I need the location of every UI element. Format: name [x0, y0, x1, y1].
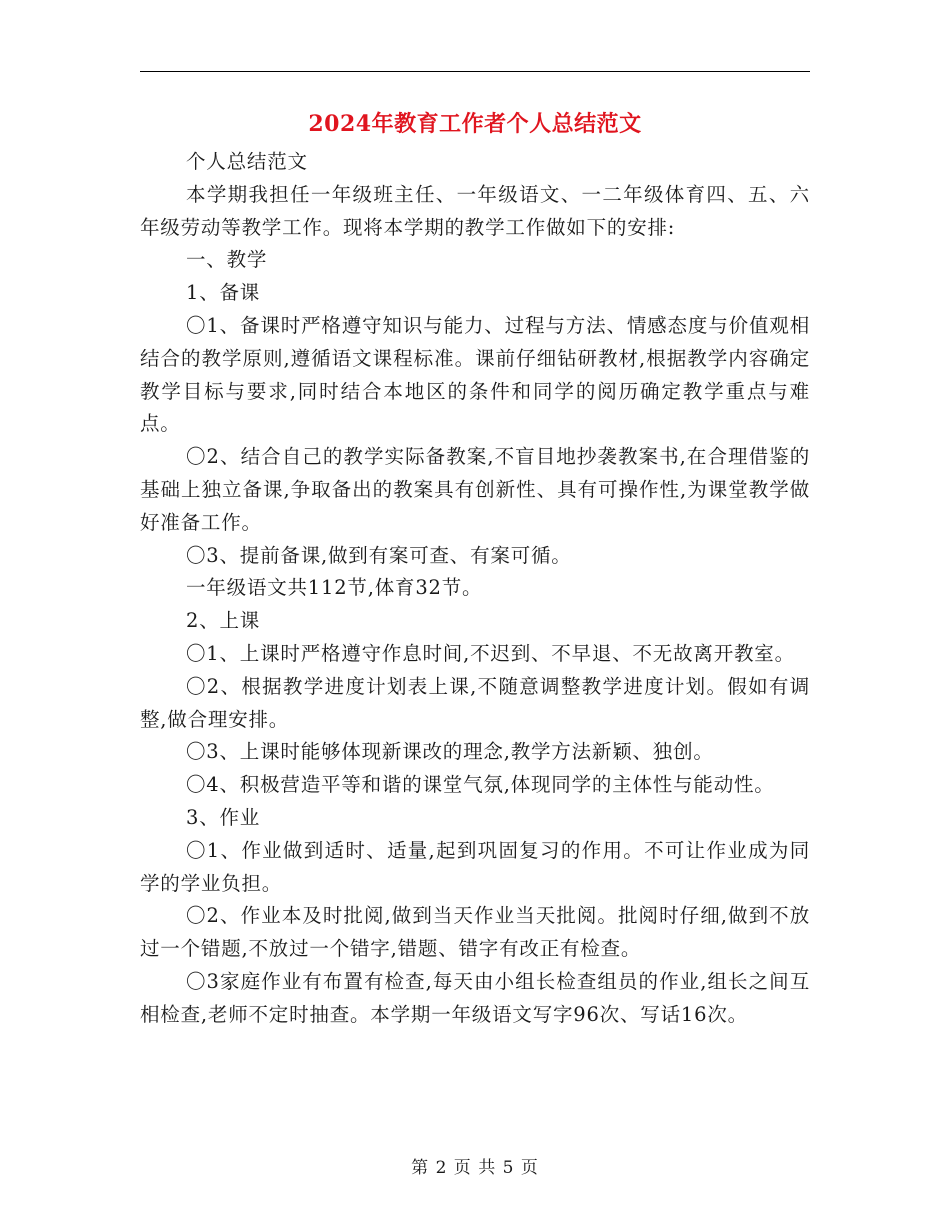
- document-body: [140, 146, 810, 1032]
- paragraph: 〇1、作业做到适时、适量,起到巩固复习的作用。不可让作业成为同学的学业负担。: [140, 838, 810, 895]
- section-heading: 一、教学: [186, 248, 268, 272]
- document-title: 2024年教育工作者个人总结范文: [308, 111, 642, 137]
- subsection-heading: 2、上课: [186, 609, 261, 633]
- paragraph: 一年级语文共112节,体育32节。: [186, 576, 483, 600]
- paragraph: 〇2、根据教学进度计划表上课,不随意调整教学进度计划。假如有调整,做合理安排。: [140, 674, 810, 731]
- paragraph: 本学期我担任一年级班主任、一年级语文、一二年级体育四、五、六年级劳动等教学工作。现将本学期的教学工作做如下的安排:: [140, 182, 810, 239]
- paragraph: 〇1、备课时严格遵守知识与能力、过程与方法、情感态度与价值观相结合的教学原则,遵循语文课程标准。课前仔细钻研教材,根据教学内容确定教学目标与要求,同时结合本地区的条件和同学的阅历确定教学重点与难点。: [140, 313, 810, 436]
- subsection-heading: 3、作业: [186, 805, 261, 829]
- paragraph: 〇3、提前备课,做到有案可查、有案可循。: [186, 543, 572, 567]
- paragraph: 〇2、结合自己的教学实际备教案,不盲目地抄袭教案书,在合理借鉴的基础上独立备课,争取备出的教案具有创新性、具有可操作性,为课堂教学做好准备工作。: [140, 445, 810, 534]
- page-number-footer: 第 2 页 共 5 页: [411, 1158, 539, 1178]
- paragraph: 个人总结范文: [186, 150, 308, 173]
- subsection-heading: 1、备课: [186, 281, 261, 305]
- paragraph: 〇3家庭作业有布置有检查,每天由小组长检查组员的作业,组长之间互相检查,老师不定时抽查。本学期一年级语文写字96次、写话16次。: [140, 969, 810, 1026]
- paragraph: 〇4、积极营造平等和谐的课堂气氛,体现同学的主体性与能动性。: [186, 773, 775, 797]
- paragraph: 〇3、上课时能够体现新课改的理念,教学方法新颖、独创。: [186, 740, 714, 764]
- header-rule: [140, 71, 810, 72]
- paragraph: 〇2、作业本及时批阅,做到当天作业当天批阅。批阅时仔细,做到不放过一个错题,不放过一个错字,错题、错字有改正有检查。: [140, 904, 810, 961]
- paragraph: 〇1、上课时严格遵守作息时间,不迟到、不早退、不无故离开教室。: [186, 641, 795, 665]
